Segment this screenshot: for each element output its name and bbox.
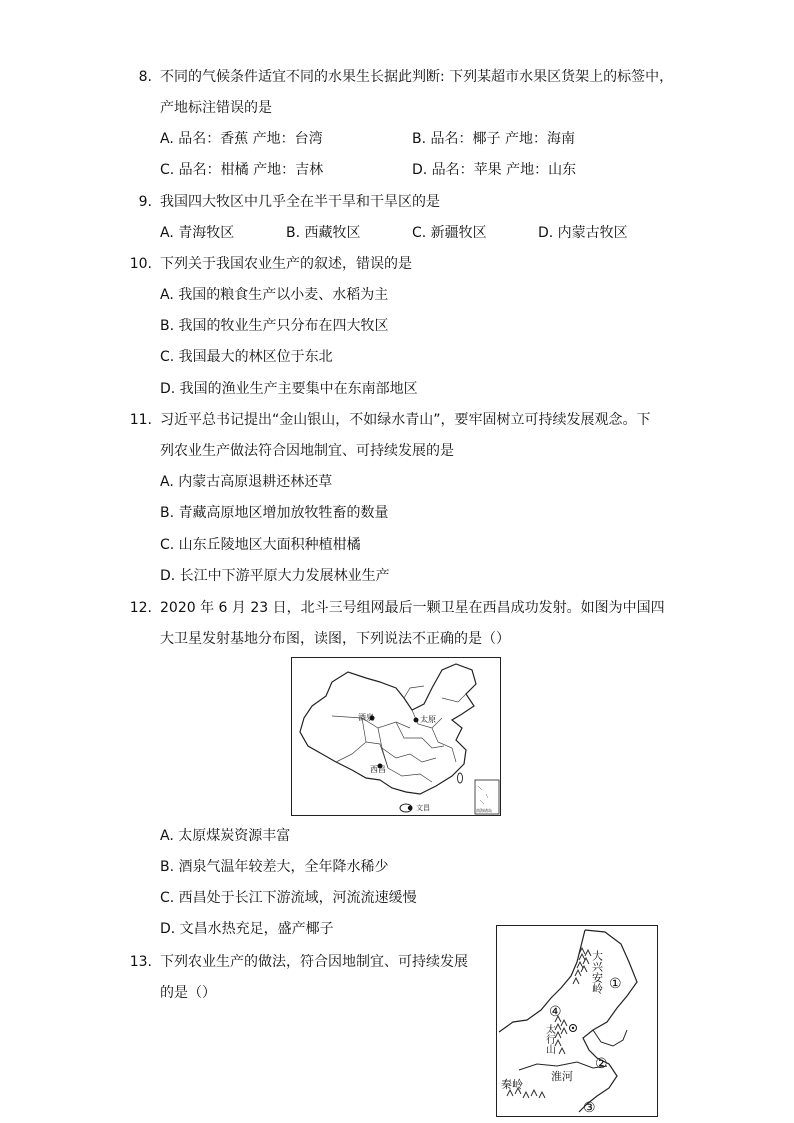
map-label-jiuquan: 酒泉 <box>358 713 374 722</box>
question-10-option-d[interactable]: D. 我国的渔业生产主要集中在东南部地区 <box>160 381 418 397</box>
question-11-stem-line2: 列农业生产做法符合因地制宜、可持续发展的是 <box>160 443 454 459</box>
question-10-number: 10. <box>129 256 152 272</box>
question-12-number: 12. <box>129 600 152 616</box>
question-13-number: 13. <box>129 954 152 970</box>
map-label-south-china-sea: 南海诸岛 <box>476 808 492 813</box>
question-8-option-b[interactable]: B. 品名：椰子 产地：海南 <box>412 131 575 147</box>
map-label-1: ① <box>609 976 622 992</box>
question-12-option-d[interactable]: D. 文昌水热充足，盛产椰子 <box>160 921 334 937</box>
map-label-qinling: 秦岭 <box>501 1078 523 1091</box>
map-label-huaihe: 淮河 <box>551 1070 573 1083</box>
question-11-stem-line1: 习近平总书记提出“金山银山，不如绿水青山”，要牢固树立可持续发展观念。下 <box>160 412 651 428</box>
map-label-xichang: 西昌 <box>370 765 386 774</box>
question-10-option-c[interactable]: C. 我国最大的林区位于东北 <box>160 349 333 365</box>
map-label-wenchang: 文昌 <box>416 804 430 812</box>
question-12-option-b[interactable]: B. 酒泉气温年较差大，全年降水稀少 <box>160 859 389 875</box>
question-12-option-a[interactable]: A. 太原煤炭资源丰富 <box>160 828 291 844</box>
map-label-taiyuan: 太原 <box>420 715 436 724</box>
map-label-taihangshan: 太行山 <box>543 1024 555 1054</box>
mountain-symbols-taihang <box>555 1016 567 1054</box>
question-9-option-c[interactable]: C. 新疆牧区 <box>412 225 487 241</box>
northeast-china-sketch <box>497 926 657 1116</box>
question-9-stem: 我国四大牧区中几乎全在半干旱和干旱区的是 <box>160 194 440 210</box>
question-11-option-d[interactable]: D. 长江中下游平原大力发展林业生产 <box>160 568 390 584</box>
question-11-option-a[interactable]: A. 内蒙古高原退耕还林还草 <box>160 474 333 490</box>
question-13-stem-line1: 下列农业生产的做法，符合因地制宜、可持续发展 <box>160 954 468 970</box>
question-11-option-c[interactable]: C. 山东丘陵地区大面积种植柑橘 <box>160 537 361 553</box>
question-12-stem-line2: 大卫星发射基地分布图，读图，下列说法不正确的是（） <box>160 631 510 647</box>
northeast-china-map <box>496 925 658 1117</box>
question-8-option-c[interactable]: C. 品名：柑橘 产地：吉林 <box>160 162 324 178</box>
map-label-3: ③ <box>583 1100 596 1116</box>
map-label-2: ② <box>595 1056 608 1072</box>
wenchang-marker <box>408 806 412 810</box>
question-9-option-a[interactable]: A. 青海牧区 <box>160 225 235 241</box>
map-label-daxinganling: 大兴安岭 <box>590 950 604 994</box>
question-8-number: 8. <box>138 69 152 85</box>
question-9-number: 9. <box>138 194 152 210</box>
map-label-4: ④ <box>549 1004 562 1020</box>
question-8-option-d[interactable]: D. 品名：苹果 产地：山东 <box>412 162 577 178</box>
question-8-option-a[interactable]: A. 品名：香蕉 产地：台湾 <box>160 131 323 147</box>
question-13-stem-line2: 的是（） <box>160 985 216 1001</box>
question-8-stem-line1: 不同的气候条件适宜不同的水果生长据此判断: 下列某超市水果区货架上的标签中， <box>160 69 674 85</box>
question-11-option-b[interactable]: B. 青藏高原地区增加放牧牲畜的数量 <box>160 505 389 521</box>
question-9-option-b[interactable]: B. 西藏牧区 <box>286 225 361 241</box>
question-10-option-b[interactable]: B. 我国的牧业生产只分布在四大牧区 <box>160 318 389 334</box>
question-9-option-d[interactable]: D. 内蒙古牧区 <box>538 225 628 241</box>
question-12-stem-line1: 2020 年 6 月 23 日，北斗三号组网最后一颗卫星在西昌成功发射。如图为中国四 <box>160 600 665 616</box>
question-10-option-a[interactable]: A. 我国的粮食生产以小麦、水稻为主 <box>160 287 389 303</box>
question-12-option-c[interactable]: C. 西昌处于长江下游流域，河流流速缓慢 <box>160 890 417 906</box>
question-11-number: 11. <box>129 412 152 428</box>
china-launch-base-map <box>291 657 501 816</box>
taiyuan-marker <box>414 718 419 723</box>
question-10-stem: 下列关于我国农业生产的叙述，错误的是 <box>160 256 412 272</box>
question-8-stem-line2: 产地标注错误的是 <box>160 100 272 116</box>
china-outline-map <box>292 658 500 815</box>
